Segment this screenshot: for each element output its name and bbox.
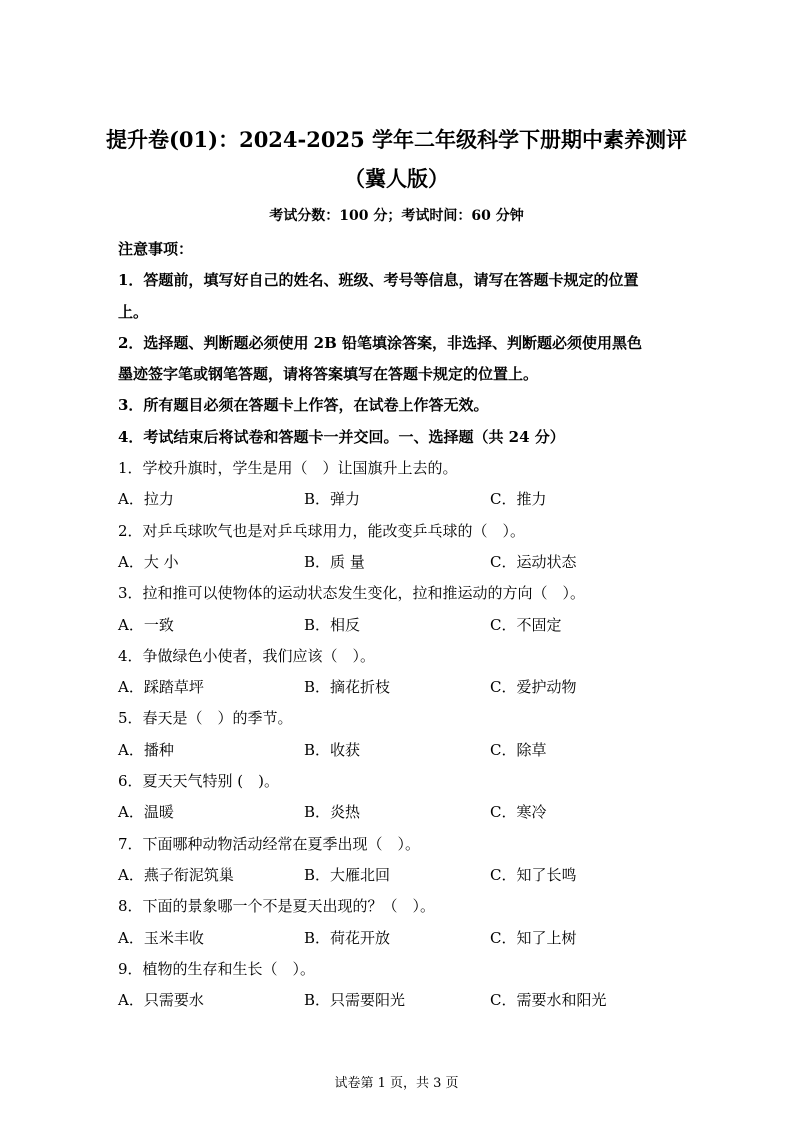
option-b: B．摘花折枝 [304,678,391,697]
question-options [118,735,678,766]
page-footer: 试卷第 1 页，共 3 页 [334,1076,459,1091]
exam-meta: 考试分数：100 分；考试时间：60 分钟 [269,208,524,224]
option-a: A．燕子衔泥筑巢 [118,865,234,884]
question-options [118,547,678,578]
question-options [118,484,678,515]
exam-content [118,234,678,1016]
option-a: A．播种 [118,740,174,759]
option-a: A．玉米丰收 [118,928,204,947]
option-c: C．需要水和阳光 [490,991,607,1010]
option-a: A．拉力 [118,490,174,509]
page-subtitle: （冀人版） [344,166,449,191]
question-options [118,797,678,828]
question-text: 9．植物的生存和生长（ ）。 [118,959,316,978]
question-text: 2．对乒乓球吹气也是对乒乓球用力，能改变乒乓球的（ ）。 [118,521,526,540]
notice-heading: 注意事项： [118,240,194,258]
question-text: 5．春天是（ ）的季节。 [118,709,293,728]
notice-item: 墨迹签字笔或钢笔答题，请将答案填写在答题卡规定的位置上。 [118,365,539,384]
question-text: 1．学校升旗时，学生是用（ ）让国旗升上去的。 [118,459,458,478]
option-a: A．只需要水 [118,991,204,1010]
question-options [118,985,678,1016]
question-text: 4．争做绿色小使者，我们应该（ ）。 [118,646,376,665]
notice-item: 2．选择题、判断题必须使用 2B 铅笔填涂答案，非选择、判断题必须使用黑色 [118,333,642,352]
option-b: B．相反 [304,615,361,634]
option-a: A．一致 [118,615,174,634]
notice-item: 4．考试结束后将试卷和答题卡一并交回。一、选择题（共 24 分） [118,427,565,446]
option-b: B．荷花开放 [304,928,391,947]
notice-item: 1．答题前，填写好自己的姓名、班级、考号等信息，请写在答题卡规定的位置 [118,271,639,290]
option-b: B．质 量 [304,552,365,571]
question-options [118,923,678,954]
option-c: C．爱护动物 [490,678,577,697]
option-c: C．除草 [490,740,547,759]
option-b: B．只需要阳光 [304,991,406,1010]
question-text: 7．下面哪种动物活动经常在夏季出现（ ）。 [118,834,421,853]
option-c: C．运动状态 [490,552,577,571]
option-a: A．温暖 [118,803,174,822]
option-a: A．踩踏草坪 [118,678,204,697]
question-options [118,672,678,703]
question-text: 3．拉和推可以使物体的运动状态发生变化，拉和推运动的方向（ ）。 [118,584,586,603]
option-a: A．大 小 [118,552,179,571]
option-b: B．炎热 [304,803,361,822]
option-b: B．大雁北回 [304,865,391,884]
option-c: C．知了长鸣 [490,865,577,884]
option-b: B．收获 [304,740,361,759]
question-options [118,860,678,891]
question-text: 8．下面的景象哪一个不是夏天出现的？（ ）。 [118,897,436,916]
page-title: 提升卷(01)：2024-2025 学年二年级科学下册期中素养测评 [105,127,687,152]
notice-item: 3．所有题目必须在答题卡上作答，在试卷上作答无效。 [118,396,489,415]
option-c: C．寒冷 [490,803,547,822]
option-b: B．弹力 [304,490,361,509]
notice-item: 上。 [118,302,149,321]
question-text: 6．夏天天气特别 ( )。 [118,772,280,791]
option-c: C．知了上树 [490,928,577,947]
option-c: C．推力 [490,490,547,509]
question-options [118,610,678,641]
option-c: C．不固定 [490,615,562,634]
